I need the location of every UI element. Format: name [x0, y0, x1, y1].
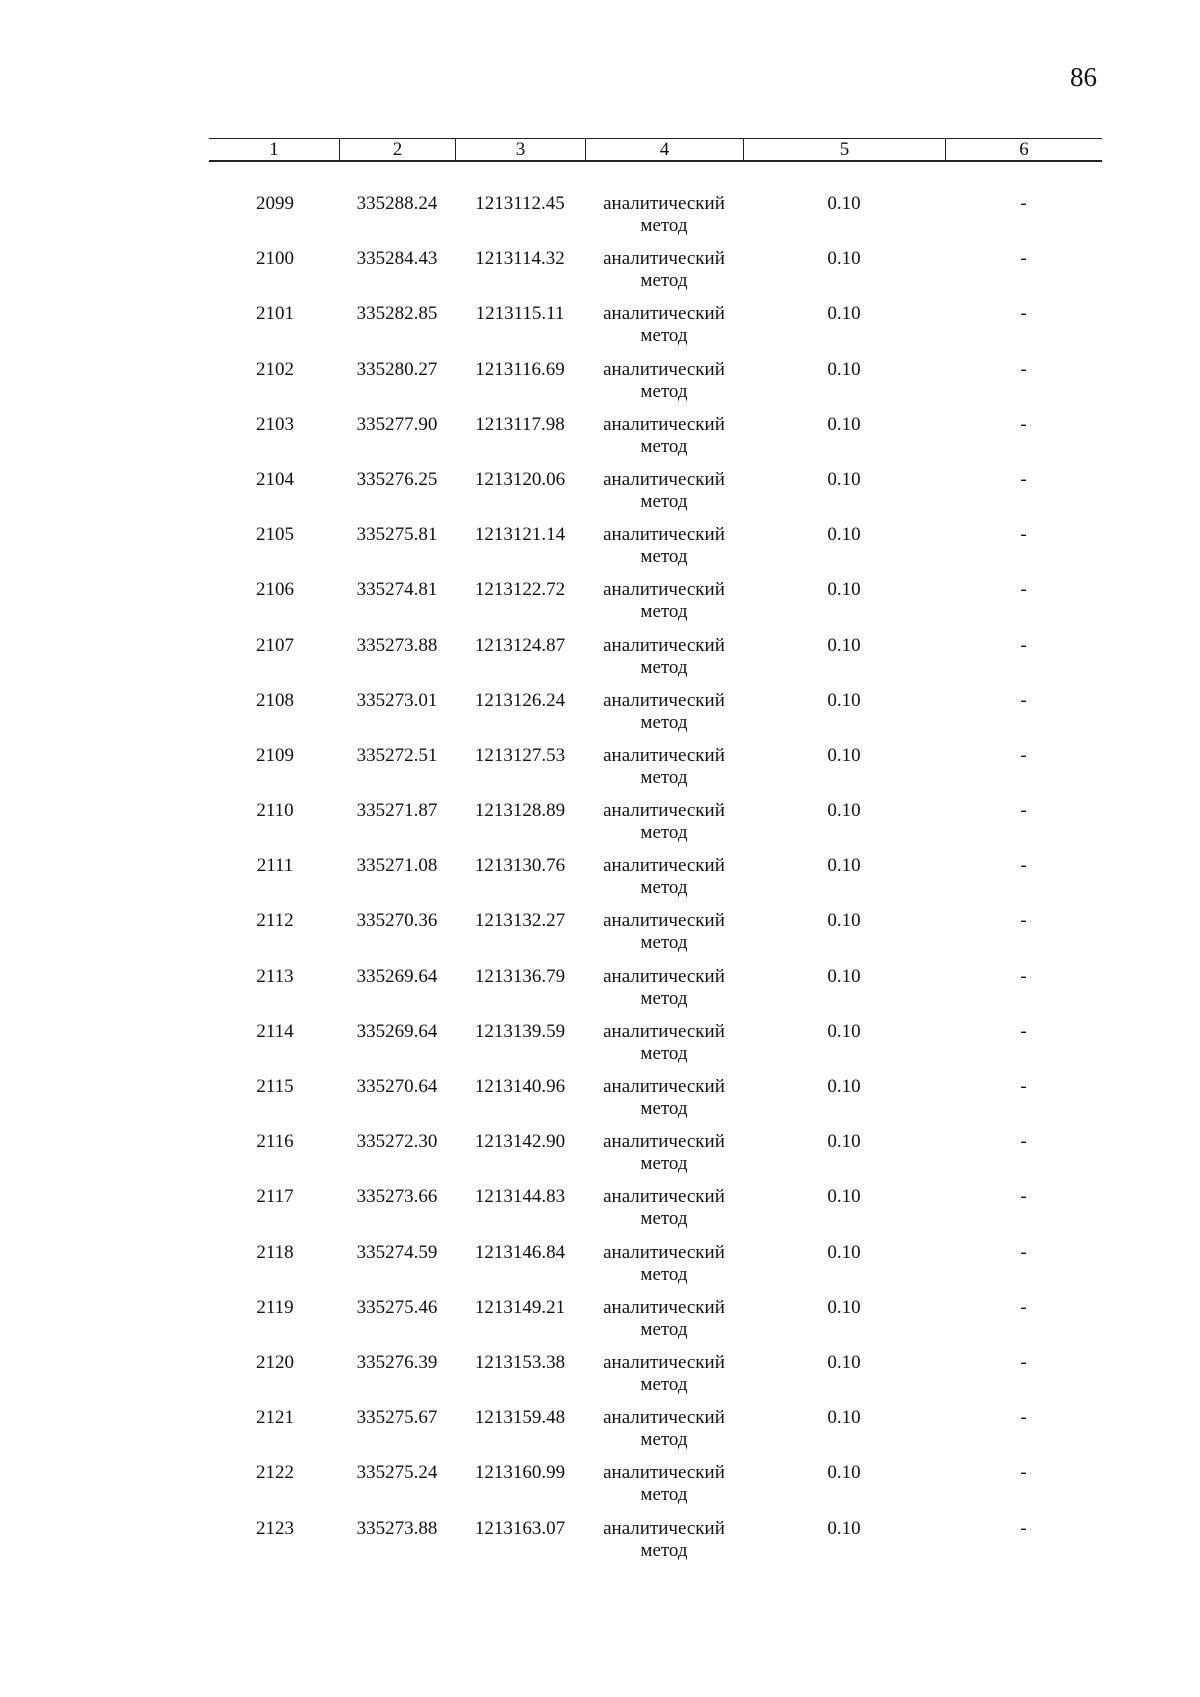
- note-cell: -: [1020, 689, 1027, 711]
- accuracy-cell: 0.10: [827, 413, 861, 435]
- y-coordinate-cell: 1213124.87: [474, 634, 566, 656]
- accuracy-cell: 0.10: [827, 579, 861, 601]
- point-number-cell: 2104: [256, 468, 294, 490]
- point-number-cell: 2112: [256, 910, 294, 932]
- table-header: [209, 138, 1102, 162]
- method-line-1: аналитический: [603, 800, 725, 822]
- method-line-1: аналитический: [603, 1186, 725, 1208]
- y-coordinate-cell: 1213127.53: [474, 744, 566, 766]
- x-coordinate-cell: 335280.27: [356, 358, 438, 380]
- point-number-cell: 2117: [256, 1186, 294, 1208]
- note-cell: -: [1020, 1186, 1027, 1208]
- accuracy-cell: 0.10: [827, 1407, 861, 1429]
- accuracy-cell: 0.10: [827, 468, 861, 490]
- note-cell: -: [1020, 1241, 1027, 1263]
- accuracy-cell: 0.10: [827, 689, 861, 711]
- table-row: [209, 1518, 1102, 1573]
- point-number-cell: 2101: [256, 303, 294, 325]
- point-number-cell: 2106: [256, 579, 294, 601]
- method-line-2: метод: [640, 1208, 688, 1230]
- table-row: [209, 1021, 1102, 1076]
- method-line-1: аналитический: [603, 1517, 725, 1539]
- method-cell: [585, 635, 743, 690]
- accuracy-cell: 0.10: [827, 800, 861, 822]
- accuracy-cell: 0.10: [827, 744, 861, 766]
- y-coordinate-cell: 1213115.11: [475, 303, 565, 325]
- accuracy-cell: 0.10: [827, 1131, 861, 1153]
- x-coordinate-cell: 335282.85: [356, 303, 438, 325]
- point-number-cell: 2114: [256, 1020, 294, 1042]
- point-number-cell: 2108: [256, 689, 294, 711]
- column-header-5: 5: [743, 139, 945, 161]
- note-cell: -: [1020, 965, 1027, 987]
- method-cell: [585, 1186, 743, 1241]
- y-coordinate-cell: 1213132.27: [474, 910, 566, 932]
- x-coordinate-cell: 335284.43: [356, 248, 438, 270]
- point-number-cell: 2121: [256, 1407, 294, 1429]
- x-coordinate-cell: 335272.30: [356, 1131, 438, 1153]
- method-line-2: метод: [640, 215, 688, 236]
- method-line-2: метод: [640, 656, 688, 678]
- table-row: [209, 690, 1102, 745]
- y-coordinate-cell: 1213122.72: [474, 579, 566, 601]
- method-line-1: аналитический: [603, 579, 725, 601]
- y-coordinate-cell: 1213149.21: [474, 1296, 566, 1318]
- note-cell: -: [1020, 1462, 1027, 1484]
- method-line-1: аналитический: [603, 358, 725, 380]
- method-cell: [585, 469, 743, 524]
- column-header-6: 6: [945, 139, 1102, 161]
- accuracy-cell: 0.10: [827, 1462, 861, 1484]
- page-number: 86: [1070, 62, 1097, 92]
- method-cell: [585, 193, 743, 248]
- accuracy-cell: 0.10: [827, 358, 861, 380]
- method-line-2: метод: [640, 435, 688, 457]
- x-coordinate-cell: 335274.81: [356, 579, 438, 601]
- x-coordinate-cell: 335272.51: [356, 744, 438, 766]
- table-row: [209, 800, 1102, 855]
- method-line-2: метод: [640, 987, 688, 1009]
- point-number-cell: 2118: [256, 1241, 294, 1263]
- method-cell: [585, 248, 743, 303]
- column-header-4: 4: [585, 139, 743, 161]
- accuracy-cell: 0.10: [827, 1076, 861, 1097]
- accuracy-cell: 0.10: [827, 965, 861, 987]
- method-line-2: метод: [640, 1318, 688, 1340]
- table-row: [209, 910, 1102, 965]
- note-cell: -: [1020, 468, 1027, 490]
- column-header-1: 1: [269, 139, 279, 160]
- method-line-1: аналитический: [603, 1020, 725, 1042]
- method-cell: [585, 1518, 743, 1573]
- x-coordinate-cell: 335270.36: [356, 910, 438, 932]
- x-coordinate-cell: 335274.59: [356, 1241, 438, 1263]
- x-coordinate-cell: 335269.64: [356, 965, 438, 987]
- method-cell: [585, 1076, 743, 1131]
- method-line-1: аналитический: [603, 1351, 725, 1373]
- note-cell: -: [1020, 579, 1027, 601]
- x-coordinate-cell: 335273.66: [356, 1186, 438, 1208]
- method-line-2: метод: [640, 1153, 688, 1175]
- accuracy-cell: 0.10: [827, 248, 861, 270]
- y-coordinate-cell: 1213117.98: [475, 413, 565, 435]
- method-cell: [585, 1297, 743, 1352]
- y-coordinate-cell: 1213112.45: [475, 193, 565, 214]
- table-row: [209, 1186, 1102, 1241]
- accuracy-cell: 0.10: [827, 524, 861, 546]
- accuracy-cell: 0.10: [827, 1241, 861, 1263]
- note-cell: -: [1020, 358, 1027, 380]
- y-coordinate-cell: 1213146.84: [474, 1241, 566, 1263]
- table-row: [209, 193, 1102, 248]
- y-coordinate-cell: 1213159.48: [474, 1407, 566, 1429]
- point-number-cell: 2109: [256, 744, 294, 766]
- method-cell: [585, 359, 743, 414]
- method-line-2: метод: [640, 325, 688, 347]
- method-line-2: метод: [640, 877, 688, 899]
- point-number-cell: 2115: [256, 1076, 294, 1097]
- method-line-2: метод: [640, 601, 688, 623]
- note-cell: -: [1020, 193, 1027, 214]
- point-number-cell: 2099: [256, 193, 294, 214]
- method-line-1: аналитический: [603, 193, 725, 214]
- accuracy-cell: 0.10: [827, 1020, 861, 1042]
- column-header-3: 3: [455, 139, 585, 161]
- note-cell: -: [1020, 1131, 1027, 1153]
- method-cell: [585, 690, 743, 745]
- note-cell: -: [1020, 248, 1027, 270]
- x-coordinate-cell: 335276.39: [356, 1351, 438, 1373]
- method-line-1: аналитический: [603, 1407, 725, 1429]
- method-line-1: аналитический: [603, 303, 725, 325]
- x-coordinate-cell: 335275.67: [356, 1407, 438, 1429]
- accuracy-cell: 0.10: [827, 1296, 861, 1318]
- point-number-cell: 2107: [256, 634, 294, 656]
- method-cell: [585, 524, 743, 579]
- y-coordinate-cell: 1213139.59: [474, 1020, 566, 1042]
- accuracy-cell: 0.10: [827, 303, 861, 325]
- y-coordinate-cell: 1213130.76: [474, 855, 566, 877]
- method-line-1: аналитический: [603, 855, 725, 877]
- method-cell: [585, 1407, 743, 1462]
- method-cell: [585, 966, 743, 1021]
- y-coordinate-cell: 1213153.38: [474, 1351, 566, 1373]
- method-cell: [585, 303, 743, 358]
- note-cell: -: [1020, 413, 1027, 435]
- table-row: [209, 1462, 1102, 1517]
- table-row: [209, 248, 1102, 303]
- table-row: [209, 414, 1102, 469]
- accuracy-cell: 0.10: [827, 855, 861, 877]
- method-cell: [585, 1352, 743, 1407]
- y-coordinate-cell: 1213144.83: [474, 1186, 566, 1208]
- method-line-2: метод: [640, 380, 688, 402]
- method-line-2: метод: [640, 270, 688, 292]
- accuracy-cell: 0.10: [827, 1186, 861, 1208]
- column-header-2: 2: [339, 139, 455, 161]
- point-number-cell: 2100: [256, 248, 294, 270]
- table-row: [209, 1297, 1102, 1352]
- table-row: [209, 359, 1102, 414]
- method-line-1: аналитический: [603, 1131, 725, 1153]
- x-coordinate-cell: 335277.90: [356, 413, 438, 435]
- method-line-2: метод: [640, 1373, 688, 1395]
- method-line-2: метод: [640, 1484, 688, 1506]
- point-number-cell: 2120: [256, 1351, 294, 1373]
- method-cell: [585, 1131, 743, 1186]
- method-line-2: метод: [640, 490, 688, 512]
- x-coordinate-cell: 335271.87: [356, 800, 438, 822]
- y-coordinate-cell: 1213116.69: [475, 358, 565, 380]
- point-number-cell: 2119: [256, 1296, 294, 1318]
- table-row: [209, 469, 1102, 524]
- method-line-1: аналитический: [603, 965, 725, 987]
- method-line-1: аналитический: [603, 468, 725, 490]
- x-coordinate-cell: 335270.64: [356, 1076, 438, 1097]
- method-line-2: метод: [640, 1429, 688, 1451]
- note-cell: -: [1020, 744, 1027, 766]
- table-row: [209, 635, 1102, 690]
- method-cell: [585, 745, 743, 800]
- point-number-cell: 2123: [256, 1517, 294, 1539]
- method-line-2: метод: [640, 1539, 688, 1561]
- method-line-1: аналитический: [603, 634, 725, 656]
- x-coordinate-cell: 335275.24: [356, 1462, 438, 1484]
- note-cell: -: [1020, 1407, 1027, 1429]
- y-coordinate-cell: 1213128.89: [474, 800, 566, 822]
- method-cell: [585, 1462, 743, 1517]
- x-coordinate-cell: 335276.25: [356, 468, 438, 490]
- accuracy-cell: 0.10: [827, 910, 861, 932]
- note-cell: -: [1020, 800, 1027, 822]
- point-number-cell: 2116: [256, 1131, 294, 1153]
- point-number-cell: 2103: [256, 413, 294, 435]
- table-row: [209, 855, 1102, 910]
- point-number-cell: 2102: [256, 358, 294, 380]
- table-row: [209, 745, 1102, 800]
- method-cell: [585, 1021, 743, 1076]
- point-number-cell: 2113: [256, 965, 294, 987]
- y-coordinate-cell: 1213136.79: [474, 965, 566, 987]
- table-row: [209, 524, 1102, 579]
- y-coordinate-cell: 1213163.07: [474, 1517, 566, 1539]
- y-coordinate-cell: 1213142.90: [474, 1131, 566, 1153]
- method-cell: [585, 855, 743, 910]
- method-line-2: метод: [640, 1098, 688, 1119]
- method-line-2: метод: [640, 766, 688, 788]
- method-line-1: аналитический: [603, 1076, 725, 1097]
- table-row: [209, 303, 1102, 358]
- note-cell: -: [1020, 634, 1027, 656]
- method-line-1: аналитический: [603, 744, 725, 766]
- method-line-1: аналитический: [603, 1296, 725, 1318]
- note-cell: -: [1020, 1020, 1027, 1042]
- method-line-2: метод: [640, 546, 688, 568]
- method-line-1: аналитический: [603, 524, 725, 546]
- method-cell: [585, 910, 743, 965]
- note-cell: -: [1020, 303, 1027, 325]
- method-line-1: аналитический: [603, 689, 725, 711]
- table-body: [209, 193, 1102, 1573]
- y-coordinate-cell: 1213120.06: [474, 468, 566, 490]
- x-coordinate-cell: 335273.01: [356, 689, 438, 711]
- accuracy-cell: 0.10: [827, 1351, 861, 1373]
- point-number-cell: 2122: [256, 1462, 294, 1484]
- method-line-1: аналитический: [603, 1462, 725, 1484]
- y-coordinate-cell: 1213114.32: [475, 248, 565, 270]
- y-coordinate-cell: 1213121.14: [474, 524, 566, 546]
- note-cell: -: [1020, 855, 1027, 877]
- table-row: [209, 966, 1102, 1021]
- method-cell: [585, 1242, 743, 1297]
- accuracy-cell: 0.10: [827, 1517, 861, 1539]
- method-line-2: метод: [640, 1042, 688, 1064]
- method-line-2: метод: [640, 711, 688, 733]
- note-cell: -: [1020, 1076, 1027, 1097]
- x-coordinate-cell: 335288.24: [356, 193, 438, 214]
- point-number-cell: 2111: [256, 855, 294, 877]
- accuracy-cell: 0.10: [827, 193, 861, 214]
- note-cell: -: [1020, 1296, 1027, 1318]
- accuracy-cell: 0.10: [827, 634, 861, 656]
- table-row: [209, 1076, 1102, 1131]
- x-coordinate-cell: 335275.46: [356, 1296, 438, 1318]
- table-row: [209, 1407, 1102, 1462]
- note-cell: -: [1020, 1517, 1027, 1539]
- point-number-cell: 2105: [256, 524, 294, 546]
- y-coordinate-cell: 1213126.24: [474, 689, 566, 711]
- note-cell: -: [1020, 524, 1027, 546]
- x-coordinate-cell: 335269.64: [356, 1020, 438, 1042]
- method-line-2: метод: [640, 822, 688, 844]
- method-cell: [585, 800, 743, 855]
- x-coordinate-cell: 335273.88: [356, 1517, 438, 1539]
- method-line-2: метод: [640, 1263, 688, 1285]
- method-line-1: аналитический: [603, 1241, 725, 1263]
- y-coordinate-cell: 1213140.96: [474, 1076, 566, 1097]
- table-row: [209, 579, 1102, 634]
- method-cell: [585, 414, 743, 469]
- table-row: [209, 1242, 1102, 1297]
- x-coordinate-cell: 335271.08: [356, 855, 438, 877]
- table-row: [209, 1352, 1102, 1407]
- note-cell: -: [1020, 1351, 1027, 1373]
- method-line-1: аналитический: [603, 413, 725, 435]
- x-coordinate-cell: 335273.88: [356, 634, 438, 656]
- note-cell: -: [1020, 910, 1027, 932]
- method-line-2: метод: [640, 932, 688, 954]
- method-line-1: аналитический: [603, 910, 725, 932]
- y-coordinate-cell: 1213160.99: [474, 1462, 566, 1484]
- method-line-1: аналитический: [603, 248, 725, 270]
- table-row: [209, 1131, 1102, 1186]
- method-cell: [585, 579, 743, 634]
- x-coordinate-cell: 335275.81: [356, 524, 438, 546]
- point-number-cell: 2110: [256, 800, 294, 822]
